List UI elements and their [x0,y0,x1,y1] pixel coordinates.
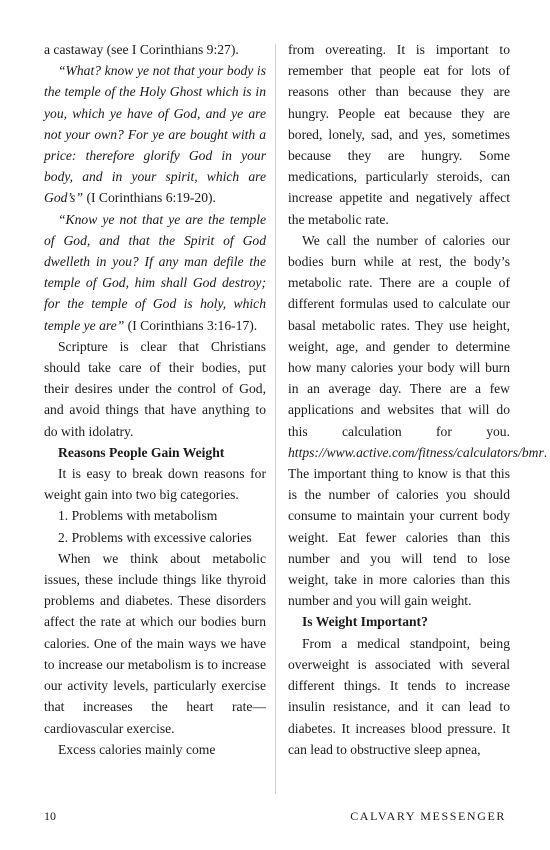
paragraph: Scripture is clear that Christians should take care of their bodies, put their desires under the control of God, and avoid things that have anything to do with idolatry. [44,338,266,439]
paragraph: Excess calories mainly come [58,741,216,757]
list-item: 1. Problems with metabolism [58,508,218,524]
left-column [44,39,266,760]
paragraph: From a medical standpoint, being overweight is associated with several different things. It tends to increase insulin resistance, and it can lead to diabetes. It increases blood pressure. It can lead to obstructive sleep apnea, [288,635,510,757]
list-item: 2. Problems with excessive calories [58,529,252,545]
page-footer [44,808,506,824]
section-heading: Reasons People Gain Weight [58,444,225,460]
page-number: 10 [44,809,56,823]
quote-text: “Know ye not that ye are the temple of God, and that the Spirit of God dwelleth in you? If any man defile the temple of God, him shall God destroy; for the temple of God is holy, which temple ye are” [44,211,266,333]
quote-citation: (I Corinthians 3:16-17). [124,317,258,333]
paragraph: When we think about metabolic issues, these include things like thyroid problems and diabetes. These disorders affect the rate at which our bodies burn calories. One of the main ways we have to increase our metabolism is to increase our activity levels, particularly exercise that increases the heart rate—cardiovascular exercise. [44,550,266,736]
paragraph: from overeating. It is important to remember that people eat for lots of reasons other than because they are hungry. People eat because they are bored, lonely, sad, and yes, sometimes because they are hungry. Some medications, particularly steroids, can increase appetite and negatively affect the metabolic rate. [288,42,510,227]
paragraph [288,230,548,612]
paragraph: a castaway (see I Corinthians 9:27). [44,42,239,57]
running-head: CALVARY MESSENGER [350,809,506,823]
paragraph: It is easy to break down reasons for weight gain into two big categories. [44,466,266,503]
column-divider [275,44,276,794]
calculator-link[interactable]: https://www.active.com/fitness/calculators/bmr [288,444,544,460]
right-column [288,39,548,760]
section-heading: Is Weight Important? [302,614,428,630]
quote-citation: (I Corinthians 6:19-20). [83,190,216,206]
scripture-quote [44,60,266,208]
scripture-quote [44,209,266,336]
paragraph-text: We call the number of calories our bodies burn while at rest, the body’s metabolic rate. There are a couple of different formulas used to calculate our basal metabolic rates. They use height, weight, age, and gender to determine how many calories your body will burn in an average day. There are a few applications and websites that will do this calculation for you. [288,232,510,439]
quote-text: “What? know ye not that your body is the temple of the Holy Ghost which is in you, which ye have of God, and ye are not your own? For ye are bought with a price: therefore glorify God in your body, and in your spirit, which are God’s” [44,63,266,206]
paragraph-text: . The important thing to know is that this is the number of calories you should consume to maintain your current body weight. Eat fewer calories than this number and you will tend to lose weight, take in more calories than this number and you will gain weight. [288,444,548,609]
